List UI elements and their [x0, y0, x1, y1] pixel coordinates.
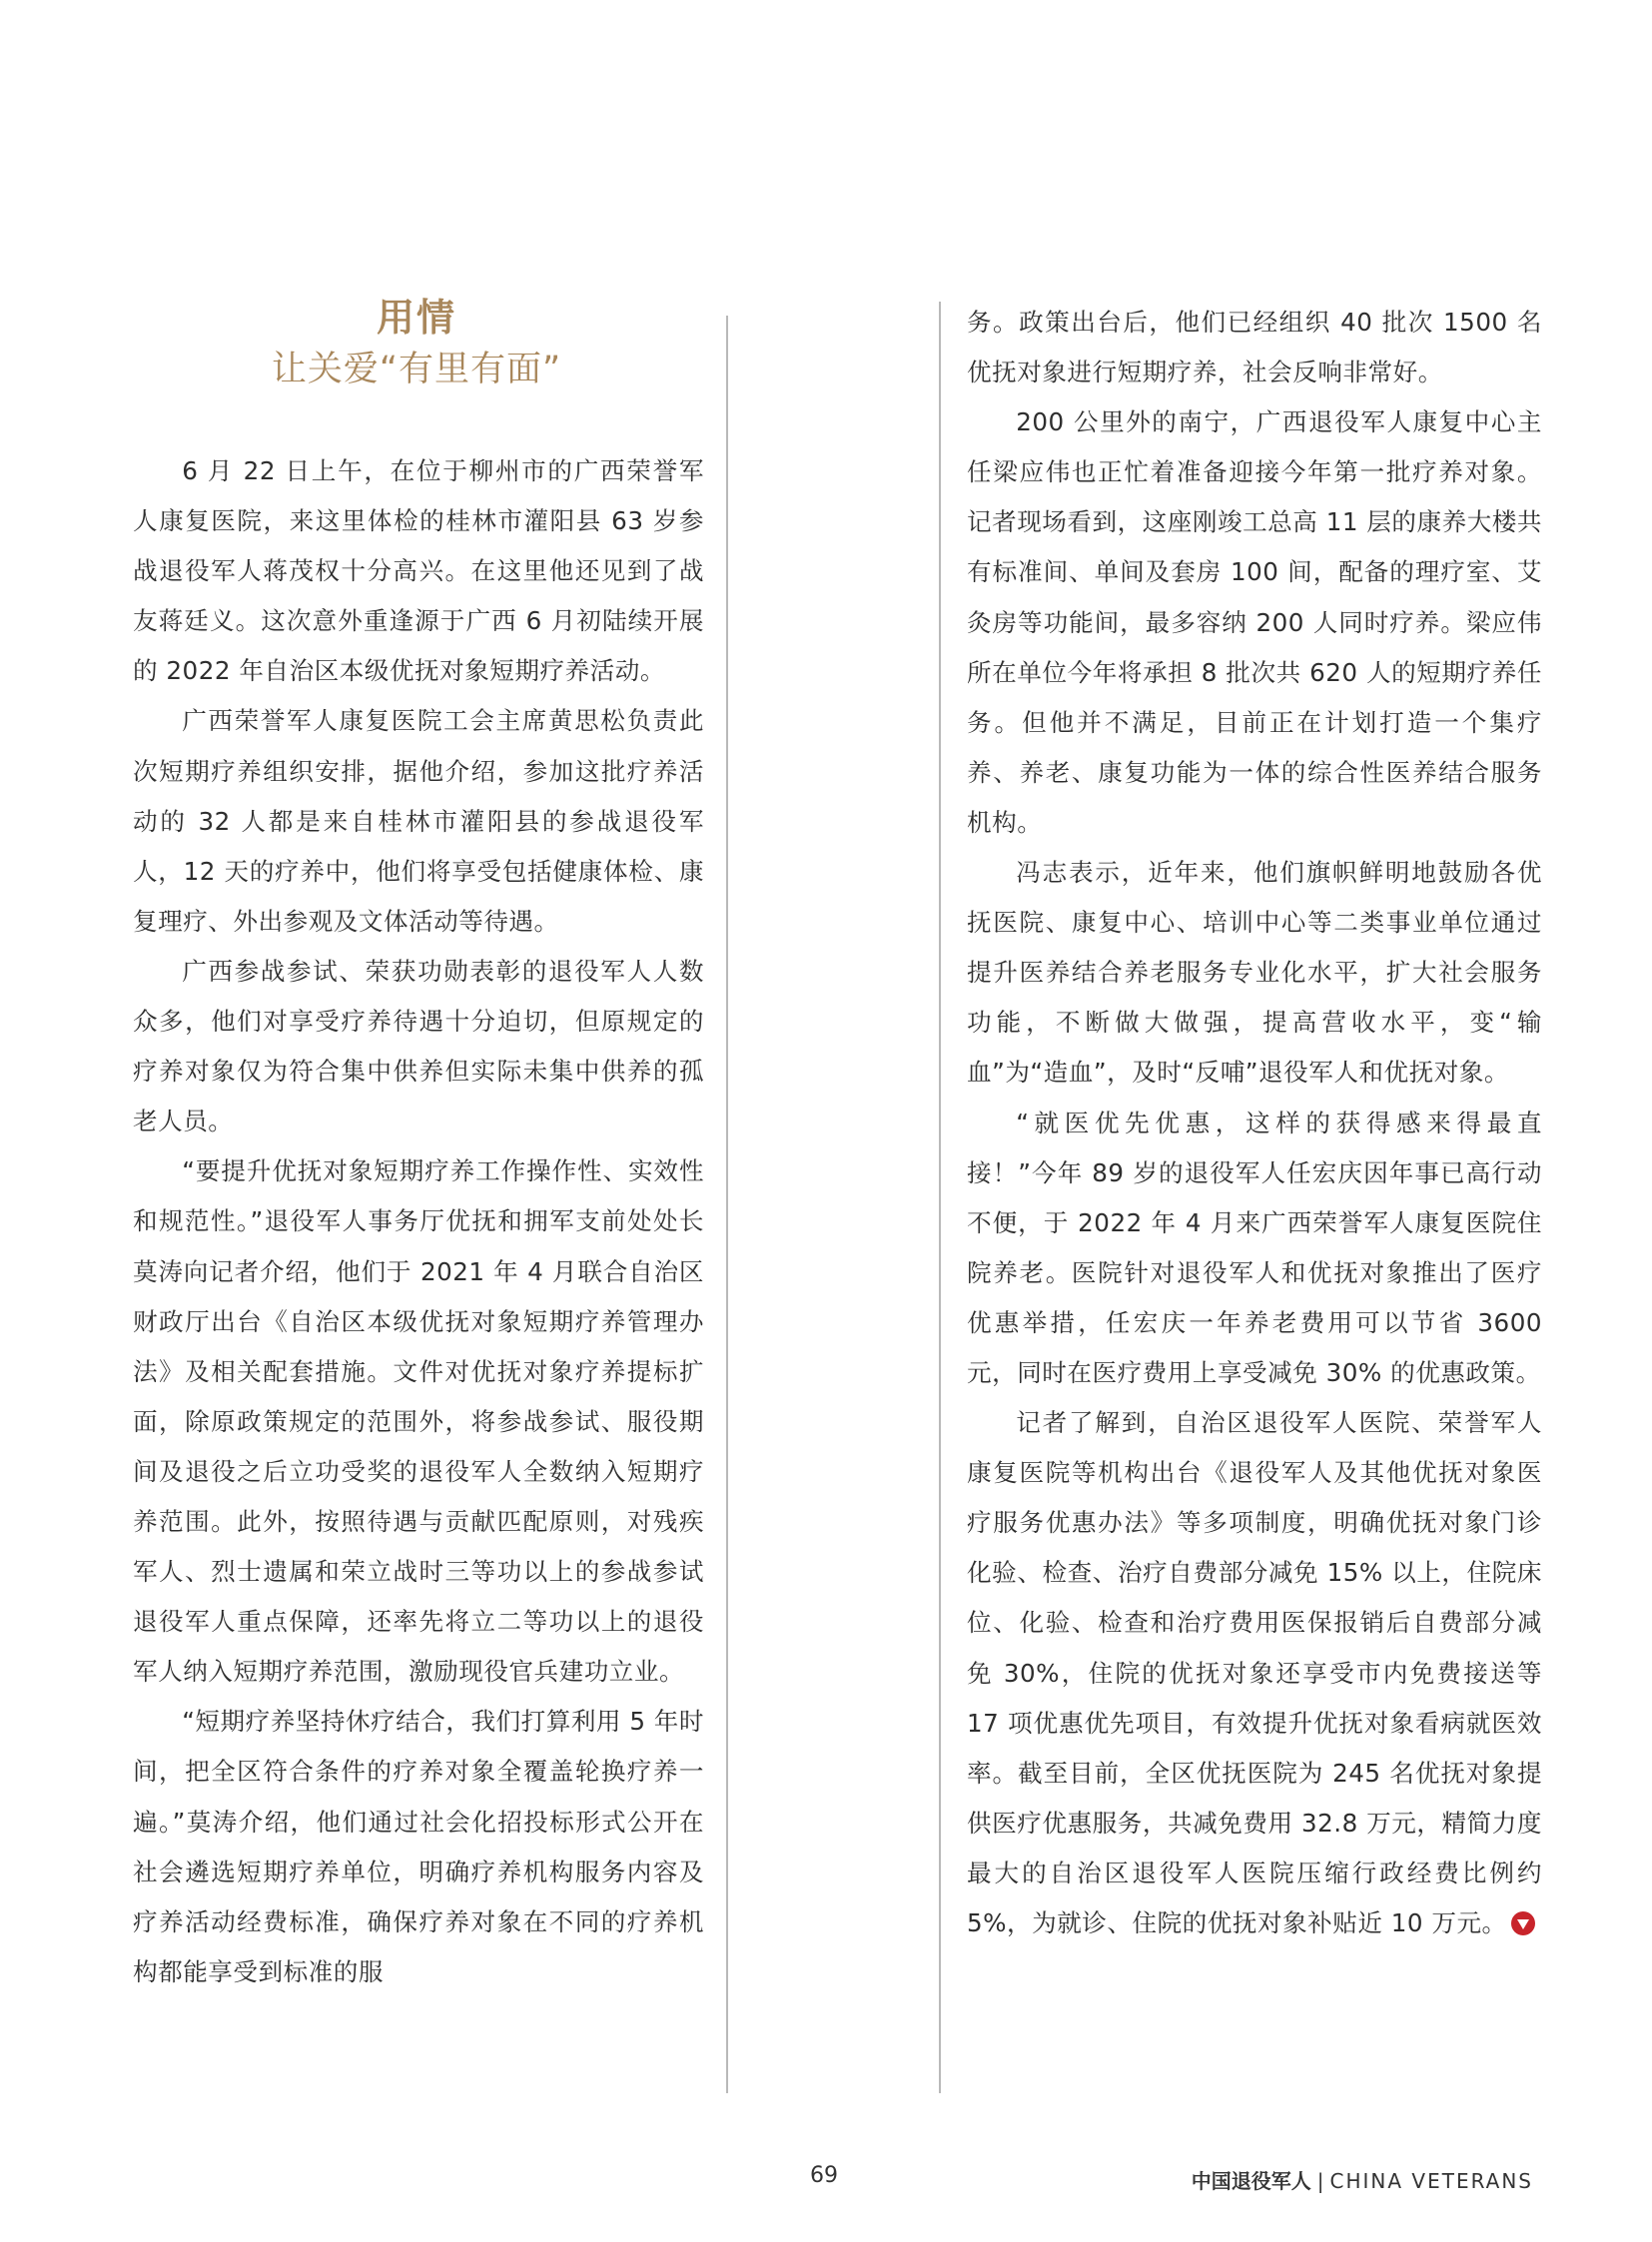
paragraph-last-text: 记者了解到，自治区退役军人医院、荣誉军人康复医院等机构出台《退役军人及其他优抚对象医疗服务优惠办法》等多项制度，明确优抚对象门诊化验、检查、治疗自费部分减免 15% 以上，住院床位、化验、检查和治疗费用医保报销后自费部分减免 30%，住院的优抚对象还享受市内免费接送等 17 项优惠优先项目，有效提升优抚对象看病就医效率。截至目前，全区优抚医院为 245 名优抚对象提供医疗优惠服务，共减免费用 32.8 万元，精简力度最大的自治区退役军人医院压缩行政经费比例约 5%，为就诊、住院的优抚对象补贴近 10 万元。	[967, 1408, 1542, 1937]
footer-brand	[1192, 2165, 1533, 2194]
page-number: 69	[810, 2163, 838, 2188]
section-title: 用情	[376, 296, 456, 340]
paragraph-last	[967, 1398, 1542, 1948]
paragraph: “就医优先优惠，这样的获得感来得最直接！”今年 89 岁的退役军人任宏庆因年事已高行动不便，于 2022 年 4 月来广西荣誉军人康复医院住院养老。医院针对退役军人和优抚对象推出了医疗优惠举措，任宏庆一年养老费用可以节省 3600 元，同时在医疗费用上享受减免 30% 的优惠政策。	[967, 1108, 1542, 1387]
brand-separator: |	[1316, 2169, 1324, 2193]
paragraph: “短期疗养坚持休疗结合，我们打算利用 5 年时间，把全区符合条件的疗养对象全覆盖轮换疗养一遍。”莫涛介绍，他们通过社会化招投标形式公开在社会遴选短期疗养单位，明确疗养机构服务内容及疗养活动经费标准，确保疗养对象在不同的疗养机构都能享受到标准的服	[133, 1707, 704, 1986]
paragraph: 200 公里外的南宁，广西退役军人康复中心主任梁应伟也正忙着准备迎接今年第一批疗养对象。记者现场看到，这座刚竣工总高 11 层的康养大楼共有标准间、单间及套房 100 间，配备的理疗室、艾灸房等功能间，最多容纳 200 人同时疗养。梁应伟所在单位今年将承担 8 批次共 620 人的短期疗养任务。但他并不满足，目前正在计划打造一个集疗养、养老、康复功能为一体的综合性医养结合服务机构。	[967, 407, 1542, 837]
paragraph-continuation: 务。政策出台后，他们已经组织 40 批次 1500 名优抚对象进行短期疗养，社会反响非常好。	[967, 308, 1542, 387]
brand-name-cn: 中国退役军人	[1191, 2169, 1311, 2193]
article-column-right	[967, 298, 1542, 1948]
column-divider-right	[939, 302, 941, 2093]
paragraph: 6 月 22 日上午，在位于柳州市的广西荣誉军人康复医院，来这里体检的桂林市灌阳县 63 岁参战退役军人蒋茂权十分高兴。在这里他还见到了战友蒋廷义。这次意外重逢源于广西 6 月初陆续开展的 2022 年自治区本级优抚对象短期疗养活动。	[133, 456, 704, 686]
section-heading	[130, 292, 703, 395]
article-column-left	[133, 446, 704, 1997]
paragraph: 广西参战参试、荣获功勋表彰的退役军人人数众多，他们对享受疗养待遇十分迫切，但原规定的疗养对象仅为符合集中供养但实际未集中供养的孤老人员。	[133, 956, 704, 1136]
section-subtitle: 让关爱“有里有面”	[271, 350, 562, 389]
paragraph: 冯志表示，近年来，他们旗帜鲜明地鼓励各优抚医院、康复中心、培训中心等二类事业单位通过提升医养结合养老服务专业化水平，扩大社会服务功能，不断做大做强，提高营收水平，变“输血”为“造血”，及时“反哺”退役军人和优抚对象。	[967, 858, 1542, 1088]
paragraph: “要提升优抚对象短期疗养工作操作性、实效性和规范性。”退役军人事务厅优抚和拥军支前处处长莫涛向记者介绍，他们于 2021 年 4 月联合自治区财政厅出台《自治区本级优抚对象短期疗养管理办法》及相关配套措施。文件对优抚对象疗养提标扩面，除原政策规定的范围外，将参战参试、服役期间及退役之后立功受奖的退役军人全数纳入短期疗养范围。此外，按照待遇与贡献匹配原则，对残疾军人、烈士遗属和荣立战时三等功以上的参战参试退役军人重点保障，还率先将立二等功以上的退役军人纳入短期疗养范围，激励现役官兵建功立业。	[133, 1156, 704, 1687]
paragraph: 广西荣誉军人康复医院工会主席黄思松负责此次短期疗养组织安排，据他介绍，参加这批疗养活动的 32 人都是来自桂林市灌阳县的参战退役军人，12 天的疗养中，他们将享受包括健康体检、康复理疗、外出参观及文体活动等待遇。	[133, 706, 704, 936]
column-divider-left	[726, 316, 728, 2093]
brand-name-en: CHINA VETERANS	[1329, 2169, 1533, 2193]
v-circle-icon	[1511, 1911, 1535, 1935]
